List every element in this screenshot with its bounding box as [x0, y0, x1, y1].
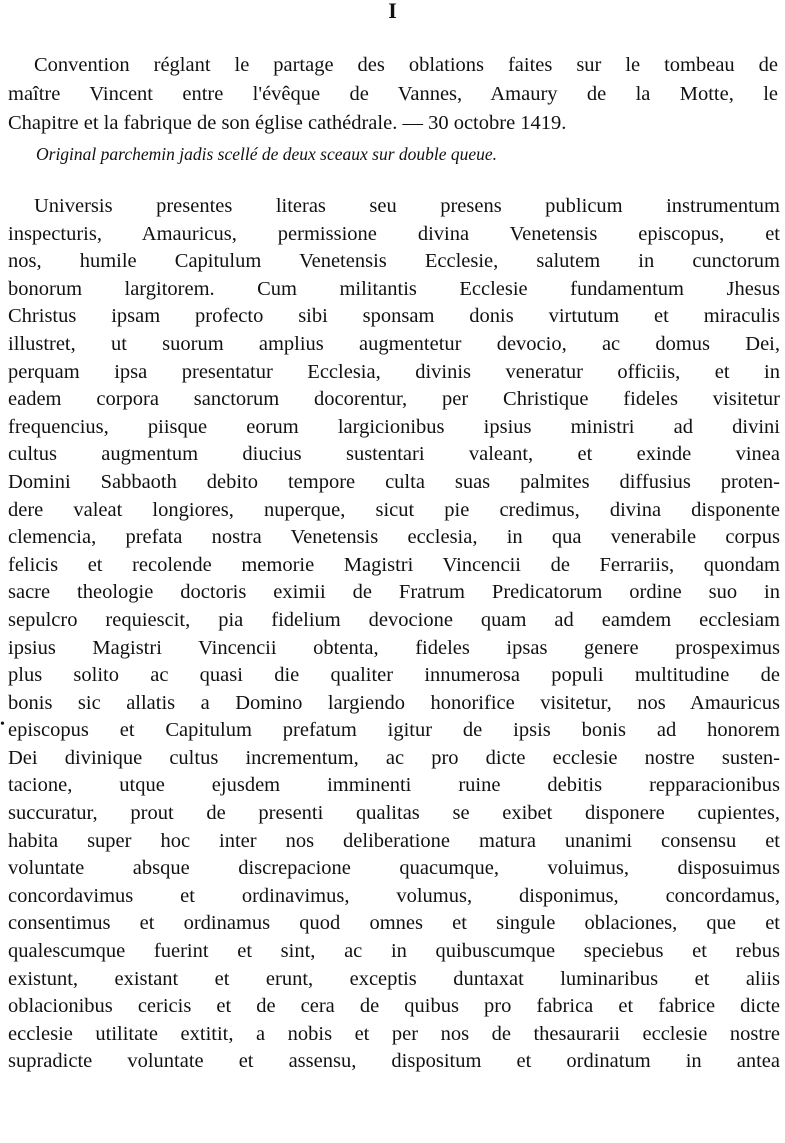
body-text	[8, 193, 780, 1076]
body-line: existunt, existant et erunt, exceptis duntaxat luminaribus et aliis	[8, 967, 780, 990]
page-number: I	[388, 0, 397, 23]
body-line: Christus ipsam profecto sibi sponsam donis virtutum et miraculis	[8, 305, 780, 328]
body-line: episcopus et Capitulum prefatum igitur de ipsis bonis ad honorem	[8, 719, 780, 742]
body-line: clemencia, prefata nostra Venetensis ecclesia, in qua venerabile corpus	[8, 526, 780, 549]
body-line: inspecturis, Amauricus, permissione divina Venetensis episcopus, et	[8, 222, 780, 245]
body-line: Universis presentes literas seu presens publicum instrumentum	[34, 195, 780, 217]
body-line: ecclesie utilitate extitit, a nobis et per nos de thesaurarii ecclesie nostre	[8, 1022, 780, 1045]
body-line: cultus augmentum diucius sustentari valeant, et exinde vinea	[8, 443, 780, 466]
document-heading	[8, 51, 778, 138]
body-line: ipsius Magistri Vincencii obtenta, fideles ipsas genere prospeximus	[8, 636, 780, 659]
body-line: plus solito ac quasi die qualiter innumerosa populi multitudine de	[8, 664, 780, 687]
body-line: voluntate absque discrepacione quacumque, voluimus, disposuimus	[8, 857, 780, 880]
source-note: Original parchemin jadis scellé de deux sceaux sur double queue.	[36, 144, 498, 164]
body-line: felicis et recolende memorie Magistri Vincencii de Ferrariis, quondam	[8, 553, 780, 576]
body-line: eadem corpora sanctorum docorentur, per Christique fideles visitetur	[8, 388, 780, 411]
body-line: succuratur, prout de presenti qualitas se exibet disponere cupientes,	[8, 802, 780, 825]
body-line: nos, humile Capitulum Venetensis Ecclesie, salutem in cunctorum	[8, 250, 780, 273]
body-line: perquam ipsa presentatur Ecclesia, divinis veneratur officiis, et in	[8, 360, 780, 383]
heading-line: maître Vincent entre l'évêque de Vannes, Amaury de la Motte, le	[8, 83, 778, 105]
body-line: sacre theologie doctoris eximii de Fratrum Predicatorum ordine suo in	[8, 581, 780, 604]
body-line: tacione, utque ejusdem imminenti ruine debitis repparacionibus	[8, 774, 780, 797]
body-line: bonorum largitorem. Cum militantis Ecclesie fundamentum Jhesus	[8, 277, 780, 300]
body-line: Domini Sabbaoth debito tempore culta suas palmites diffusius proten-	[8, 470, 780, 493]
body-line: illustret, ut suorum amplius augmentetur devocio, ac domus Dei,	[8, 332, 780, 355]
body-line: habita super hoc inter nos deliberatione matura unanimi consensu et	[8, 829, 780, 852]
body-line: dere valeat longiores, nuperque, sicut pie credimus, divina disponente	[8, 498, 780, 521]
heading-line: Convention réglant le partage des oblations faites sur le tombeau de	[34, 54, 778, 76]
body-line: qualescumque fuerint et sint, ac in quibuscumque speciebus et rebus	[8, 940, 780, 963]
body-line: Dei divinique cultus incrementum, ac pro dicte ecclesie nostre susten-	[8, 746, 780, 769]
body-line: oblacionibus cericis et de cera de quibus pro fabrica et fabrice dicte	[8, 995, 780, 1018]
body-line: concordavimus et ordinavimus, volumus, disponimus, concordamus,	[8, 884, 780, 907]
body-line: frequencius, piisque eorum largicionibus ipsius ministri ad divini	[8, 415, 780, 438]
body-line: consentimus et ordinamus quod omnes et singule oblaciones, que et	[8, 912, 780, 935]
heading-line: Chapitre et la fabrique de son église cathédrale. — 30 octobre 1419.	[8, 112, 567, 134]
body-line: supradicte voluntate et assensu, dispositum et ordinatum in antea	[8, 1050, 780, 1073]
body-line: sepulcro requiescit, pia fidelium devocione quam ad eamdem ecclesiam	[8, 608, 780, 631]
margin-mark: •	[0, 717, 5, 732]
body-line: bonis sic allatis a Domino largiendo honorifice visitetur, nos Amauricus	[8, 691, 780, 714]
